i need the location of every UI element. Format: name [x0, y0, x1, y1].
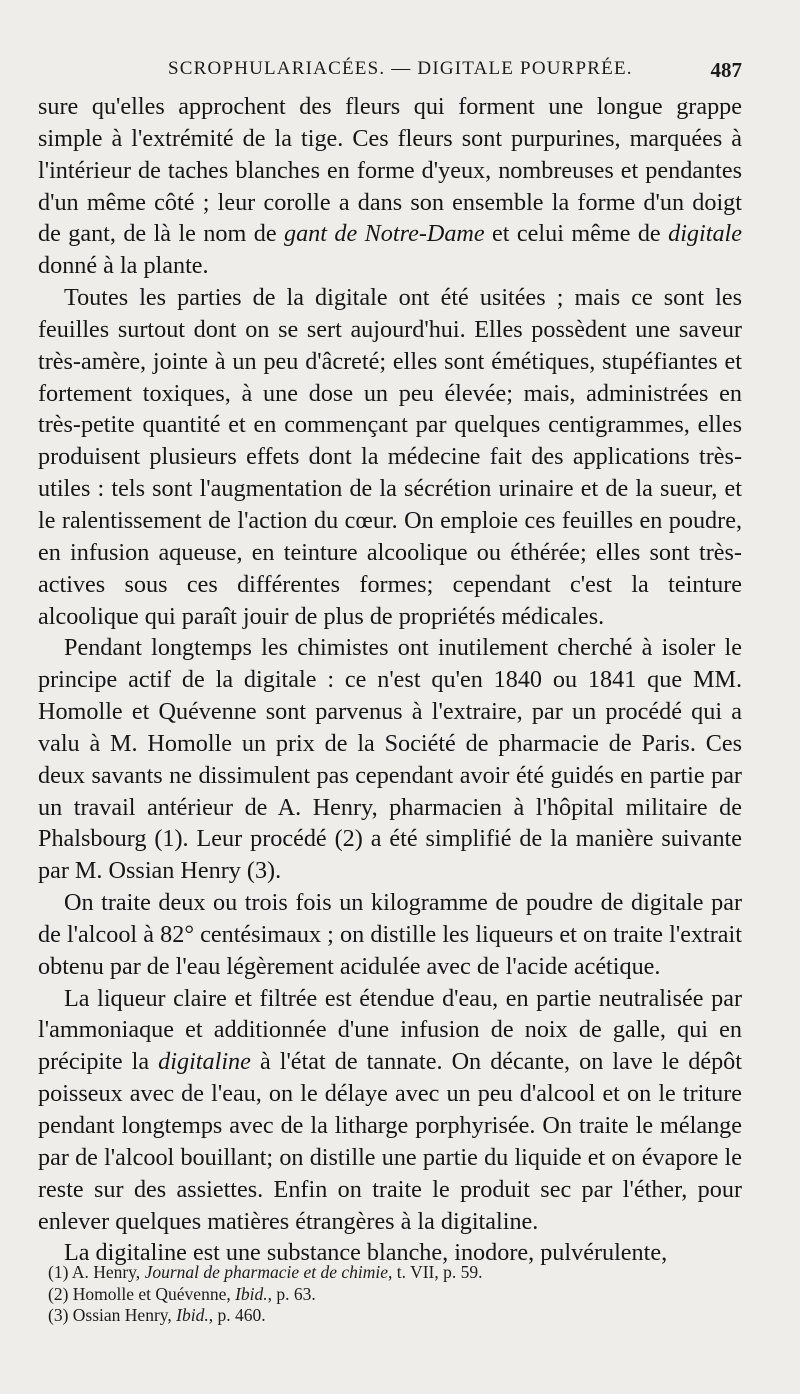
- paragraph-5-text-c: à l'état de tannate. On décante, on lave le dépôt poisseux avec de l'eau, on le délaye avec un peu d'alcool et on le triture pendant longtemps avec de la litharge porphyrisée. On traite le mélange par de l'alcool bouillant; on distille une partie du liquide et on évapore le reste sur des assiettes. Enfin on traite le produit sec par l'éther, pour enlever quelques matières étrangères à la digitaline.: [38, 1048, 742, 1235]
- body-text: [38, 91, 742, 1269]
- paragraph-5-text-a: La liqueur claire et filtrée est étendue d'eau, en partie neutralisée par l'ammoniaque et additionnée d'une infusion de noix de galle, qui en précipite la: [38, 984, 742, 1076]
- footnote-1-ref: (1) A. Henry,: [48, 1262, 145, 1282]
- paragraph-5: [38, 983, 742, 1238]
- footnote-2-ref: (2) Homolle et Quévenne,: [48, 1283, 236, 1304]
- italic-term-gant-de-notre-dame: gant de Notre-Dame: [283, 220, 485, 248]
- footnote-2-source: Ibid.: [235, 1283, 268, 1304]
- footnote-1-location: , t. VII, p. 59.: [388, 1262, 483, 1282]
- footnote-3-source: Ibid.: [176, 1305, 209, 1325]
- footnote-3: [48, 1305, 728, 1327]
- paragraph-3: Pendant longtemps les chimistes ont inutilement cherché à isoler le principe actif de la digitale : ce n'est qu'en 1840 ou 1841 que MM. Homolle et Quévenne sont parvenus à l'extraire, par un procédé qui a valu à M. Homolle un prix de la Société de pharmacie de Paris. Ces deux savants ne dissimulent pas cependant avoir été guidés en partie par un travail antérieur de A. Henry, pharmacien à l'hôpital militaire de Phalsbourg (1). Leur procédé (2) a été simplifié de la manière suivante par M. Ossian Henry (3).: [38, 634, 742, 885]
- footnote-3-ref: (3) Ossian Henry,: [48, 1305, 177, 1325]
- paragraph-6: La digitaline est une substance blanche, inodore, pulvérulente,: [64, 1239, 668, 1267]
- paragraph-1-text-e: donné à la plante.: [38, 252, 209, 280]
- paragraph-1: [38, 91, 742, 282]
- italic-term-digitaline: digitaline: [158, 1048, 251, 1076]
- footnote-2-location: , p. 63.: [267, 1283, 316, 1304]
- page-header: [38, 58, 742, 88]
- page-number: 487: [710, 58, 742, 82]
- footnotes: [48, 1262, 728, 1327]
- footnote-1: [48, 1262, 728, 1284]
- paragraph-1-text-a: sure qu'elles approchent des fleurs qui forment une longue grappe simple à l'extrémité de la tige. Ces fleurs sont purpurines, marquées à l'intérieur de taches blanches en forme d'yeux, nombreuses et pendantes d'un même côté ; leur corolle a dans son ensemble la forme d'un doigt de gant, de là le nom de: [38, 93, 742, 248]
- footnote-2: [48, 1284, 728, 1306]
- paragraph-4: On traite deux ou trois fois un kilogramme de poudre de digitale par de l'alcool à 82° centésimaux ; on distille les liqueurs et on traite l'extrait obtenu par de l'eau légèrement acidulée avec de l'acide acétique.: [38, 889, 742, 980]
- footnote-1-source: Journal de pharmacie et de chimie: [144, 1262, 389, 1282]
- running-title: SCROPHULARIACÉES. — DIGITALE POURPRÉE.: [168, 58, 633, 79]
- italic-term-digitale: digitale: [668, 220, 742, 248]
- paragraph-2: Toutes les parties de la digitale ont été usitées ; mais ce sont les feuilles surtout dont on se sert aujourd'hui. Elles possèdent une saveur très-amère, jointe à un peu d'âcreté; elles sont émétiques, stupéfiantes et fortement toxiques, à une dose un peu élevée; mais, administrées en très-petite quantité et en commençant par quelques centigrammes, elles produisent plusieurs effets dont la médecine fait des applications très-utiles : tels sont l'augmentation de la sécrétion urinaire et de la sueur, et le ralentissement de l'action du cœur. On emploie ces feuilles en poudre, en infusion aqueuse, en teinture alcoolique ou éthérée; elles sont très-actives sous ces différentes formes; cependant c'est la teinture alcoolique qui paraît jouir de plus de propriétés médicales.: [38, 284, 742, 630]
- paragraph-1-text-c: et celui même de: [484, 220, 669, 248]
- footnote-3-location: , p. 460.: [208, 1305, 266, 1325]
